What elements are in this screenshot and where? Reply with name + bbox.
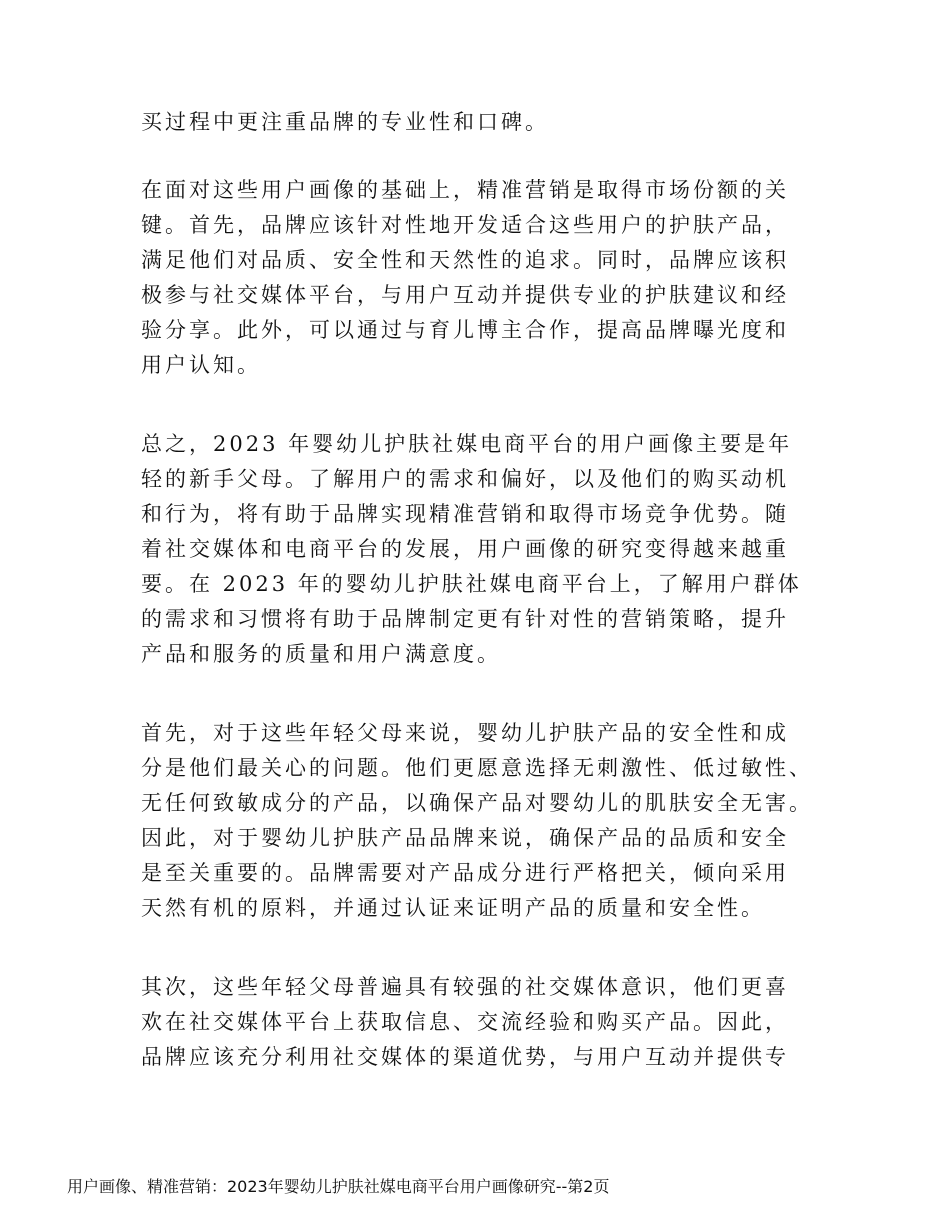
paragraph-line: 着社交媒体和电商平台的发展，用户画像的研究变得越来越重 bbox=[141, 537, 789, 561]
paragraph-line: 要。在 2023 年的婴幼儿护肤社媒电商平台上，了解用户群体 bbox=[141, 572, 802, 596]
paragraph-line: 其次，这些年轻父母普遍具有较强的社交媒体意识，他们更喜 bbox=[141, 975, 789, 999]
page-footer: 用户画像、精准营销：2023年婴幼儿护肤社媒电商平台用户画像研究--第2页 bbox=[67, 1177, 610, 1196]
paragraph-line: 产品和服务的质量和用户满意度。 bbox=[141, 642, 501, 666]
paragraph-line: 轻的新手父母。了解用户的需求和偏好，以及他们的购买动机 bbox=[141, 467, 789, 491]
paragraph-line: 无任何致敏成分的产品，以确保产品对婴幼儿的肌肤安全无害。 bbox=[141, 791, 813, 815]
paragraph-line: 极参与社交媒体平台，与用户互动并提供专业的护肤建议和经 bbox=[141, 283, 789, 307]
paragraph-line: 欢在社交媒体平台上获取信息、交流经验和购买产品。因此， bbox=[141, 1010, 789, 1034]
paragraph-line: 验分享。此外，可以通过与育儿博主合作，提高品牌曝光度和 bbox=[141, 318, 789, 342]
paragraph-line: 总之，2023 年婴幼儿护肤社媒电商平台的用户画像主要是年 bbox=[141, 432, 793, 456]
paragraph-line: 品牌应该充分利用社交媒体的渠道优势，与用户互动并提供专 bbox=[141, 1045, 789, 1069]
paragraph-line: 键。首先，品牌应该针对性地开发适合这些用户的护肤产品， bbox=[141, 213, 789, 237]
paragraph-line: 天然有机的原料，并通过认证来证明产品的质量和安全性。 bbox=[141, 896, 765, 920]
paragraph-line: 满足他们对品质、安全性和天然性的追求。同时，品牌应该积 bbox=[141, 248, 789, 272]
paragraph-line: 买过程中更注重品牌的专业性和口碑。 bbox=[141, 110, 549, 134]
paragraph-line: 分是他们最关心的问题。他们更愿意选择无刺激性、低过敏性、 bbox=[141, 756, 813, 780]
paragraph-line: 的需求和习惯将有助于品牌制定更有针对性的营销策略，提升 bbox=[141, 607, 789, 631]
paragraph-line: 因此，对于婴幼儿护肤产品品牌来说，确保产品的品质和安全 bbox=[141, 826, 789, 850]
paragraph-line: 和行为，将有助于品牌实现精准营销和取得市场竞争优势。随 bbox=[141, 502, 789, 526]
paragraph-line: 首先，对于这些年轻父母来说，婴幼儿护肤产品的安全性和成 bbox=[141, 721, 789, 745]
paragraph-line: 是至关重要的。品牌需要对产品成分进行严格把关，倾向采用 bbox=[141, 861, 789, 885]
paragraph-line: 在面对这些用户画像的基础上，精准营销是取得市场份额的关 bbox=[141, 178, 789, 202]
paragraph-line: 用户认知。 bbox=[141, 353, 261, 377]
